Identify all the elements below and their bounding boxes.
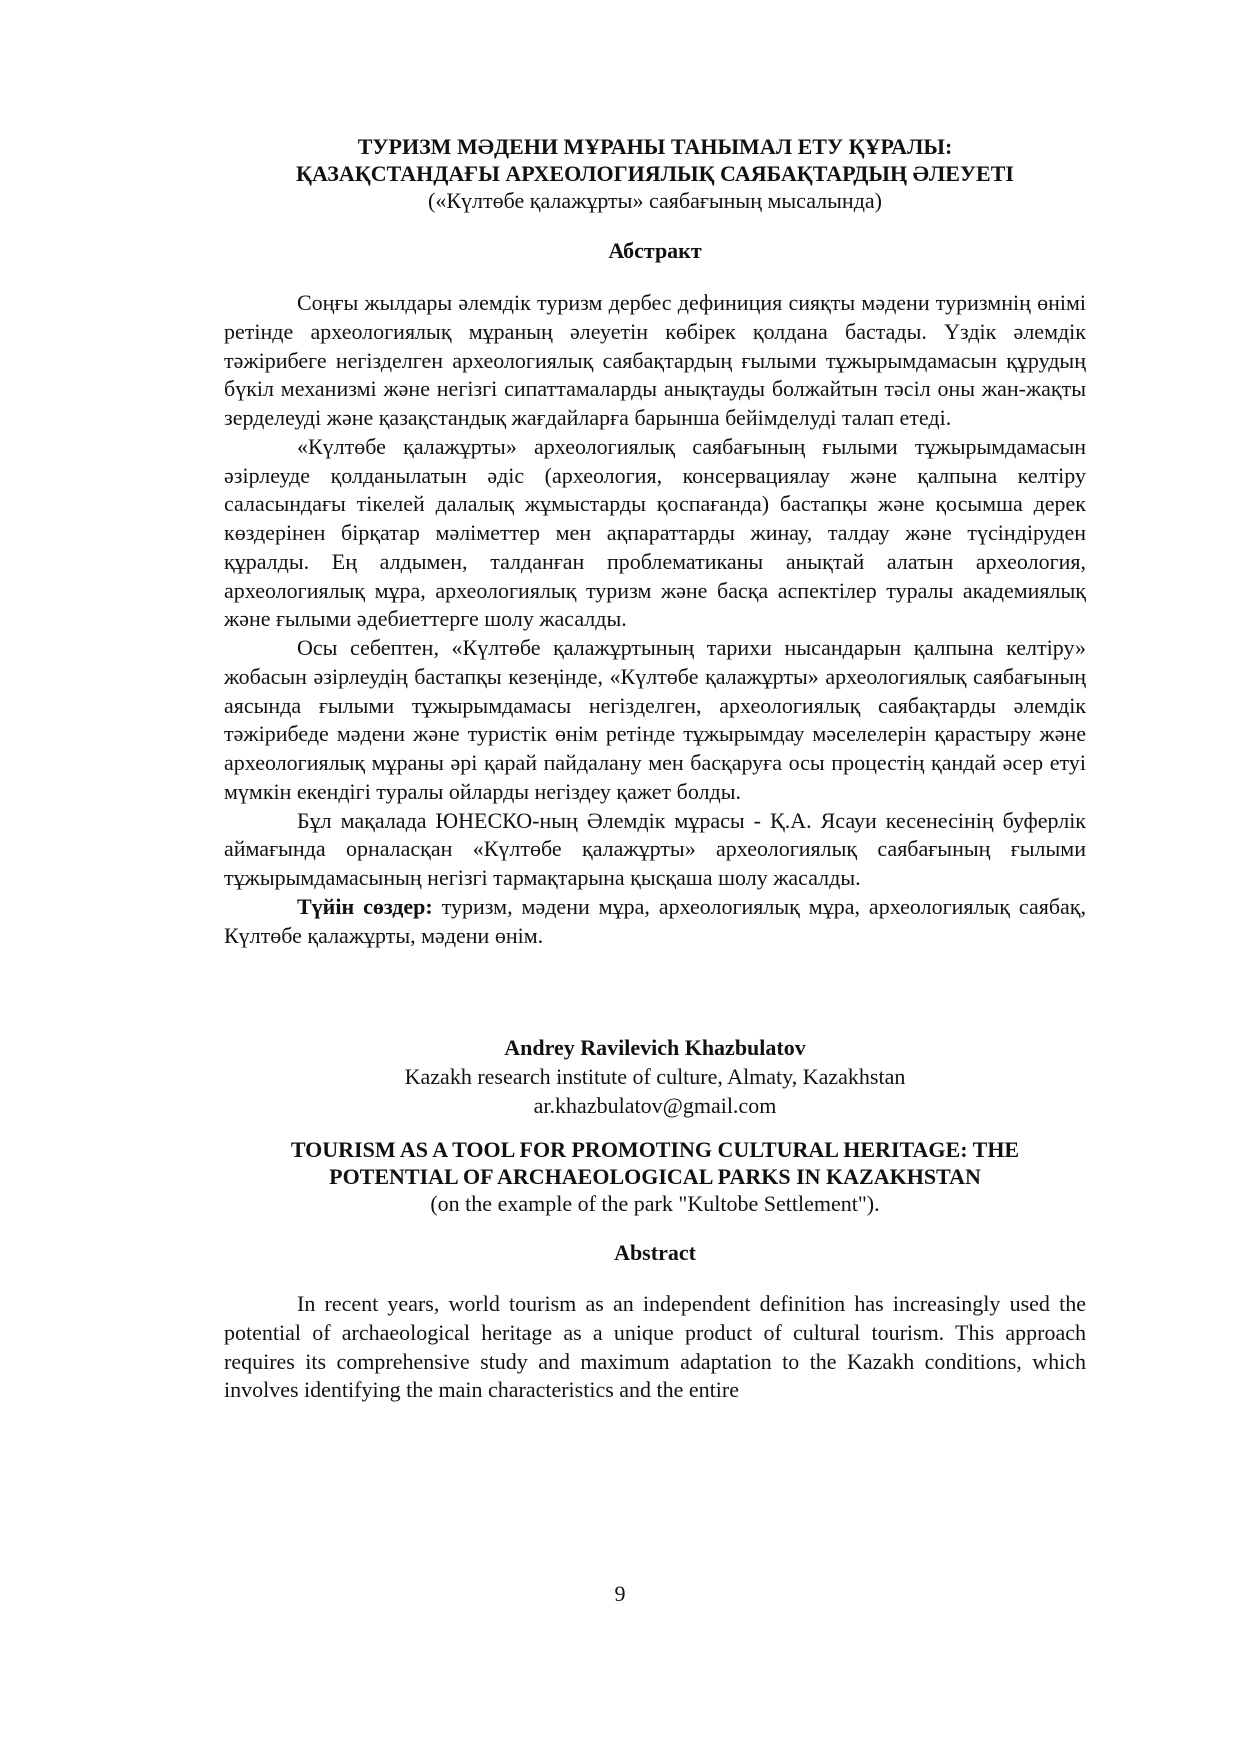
english-paragraph-1: In recent years, world tourism as an independent definition has increasingly used the potential of archaeological heritage as a unique product of cultural tourism. This approach requires its comprehensive study and maximum adaptation to the Kazakh conditions, which involves identifying the main characteristics and the entire — [224, 1291, 1086, 1403]
english-subtitle: (on the example of the park "Kultobe Settlement"). — [430, 1191, 880, 1216]
english-title-block — [224, 1136, 1086, 1217]
kazakh-keywords — [224, 893, 1086, 951]
english-abstract-body — [224, 1290, 1086, 1405]
kazakh-abstract-heading-wrap — [224, 237, 1086, 264]
kazakh-title-line-2: ҚАЗАҚСТАНДАҒЫ АРХЕОЛОГИЯЛЫҚ САЯБАҚТАРДЫҢ ӘЛЕУЕТІ — [296, 161, 1014, 186]
english-abstract-heading-wrap — [224, 1239, 1086, 1266]
kazakh-keywords-text: туризм, мәдени мұра, археологиялық мұра, археологиялық саябақ, Күлтөбе қалажұрты, мәдени өнім. — [224, 893, 1086, 948]
kazakh-paragraph-2: «Күлтөбе қалажұрты» археологиялық саябағының ғылыми тұжырымдамасын әзірлеуде қолданылатын әдіс (археология, консервациялау және қалпына келтіру саласындағы тікелей далалық жұмыстарды қоспағанда) бастапқы және қосымша дерек көздерінен бірқатар мәліметтер мен ақпараттарды жинау, талдау және түсіндіруден құралды. Ең алдымен, талданған проблематиканы анықтай алатын археология, археологиялық мұра, археологиялық туризм және басқа аспектілер туралы академиялық және ғылыми әдебиеттерге шолу жасалды. — [224, 433, 1086, 632]
author-block — [224, 1033, 1086, 1120]
english-abstract-heading: Abstract — [614, 1240, 696, 1265]
english-title-line-2: POTENTIAL OF ARCHAEOLOGICAL PARKS IN KAZAKHSTAN — [329, 1164, 981, 1189]
page-number: 9 — [614, 1581, 626, 1606]
author-email: ar.khazbulatov@gmail.com — [533, 1093, 777, 1118]
kazakh-subtitle: («Күлтөбе қалажұрты» саябағының мысалында) — [428, 188, 882, 213]
kazakh-abstract-heading: Абстракт — [608, 238, 702, 263]
author-affiliation: Kazakh research institute of culture, Almaty, Kazakhstan — [404, 1064, 906, 1089]
english-title-line-1: TOURISM AS A TOOL FOR PROMOTING CULTURAL HERITAGE: THE — [290, 1137, 1020, 1162]
kazakh-paragraph-3: Осы себептен, «Күлтөбе қалажұртының тарихи нысандарын қалпына келтіру» жобасын әзірлеудің бастапқы кезеңінде, «Күлтөбе қалажұрты» археологиялық саябағының аясында ғылыми тұжырымдамасы негізделген, археологиялық саябақтарды әлемдік тәжірибеде мәдени және туристік өнім ретінде тұжырымдау мәселелерін қарастыру және археологиялық мұраны әрі қарай пайдалану мен басқаруға осы процестің қандай әсер етуі мүмкін екендігі туралы ойларды негіздеу қажет болды. — [224, 635, 1086, 804]
kazakh-keywords-label: Түйін сөздер: — [297, 893, 433, 919]
author-name: Andrey Ravilevich Khazbulatov — [504, 1035, 806, 1060]
kazakh-title-block — [224, 133, 1086, 214]
kazakh-title-line-1: ТУРИЗМ МӘДЕНИ МҰРАНЫ ТАНЫМАЛ ЕТУ ҚҰРАЛЫ: — [357, 134, 953, 159]
kazakh-abstract-body — [224, 289, 1086, 950]
kazakh-paragraph-1: Соңғы жылдары әлемдік туризм дербес дефиниция сияқты мәдени туризмнің өнімі ретінде археологиялық мұраның әлеуетін көбірек қолдана бастады. Үздік әлемдік тәжірибеге негізделген археологиялық саябақтардың ғылыми тұжырымдамасын құрудың бүкіл механизмі және негізгі сипаттамаларды анықтауды болжайтын тәсіл оны жан-жақты зерделеуді және қазақстандық жағдайларға барынша бейімделуді талап етеді. — [224, 290, 1086, 430]
kazakh-paragraph-4: Бұл мақалада ЮНЕСКО-ның Әлемдік мұрасы - Қ.А. Ясауи кесенесінің буферлік аймағында орналасқан «Күлтөбе қалажұрты» археологиялық саябағының ғылыми тұжырымдамасының негізгі тармақтарына қысқаша шолу жасалды. — [224, 807, 1086, 890]
